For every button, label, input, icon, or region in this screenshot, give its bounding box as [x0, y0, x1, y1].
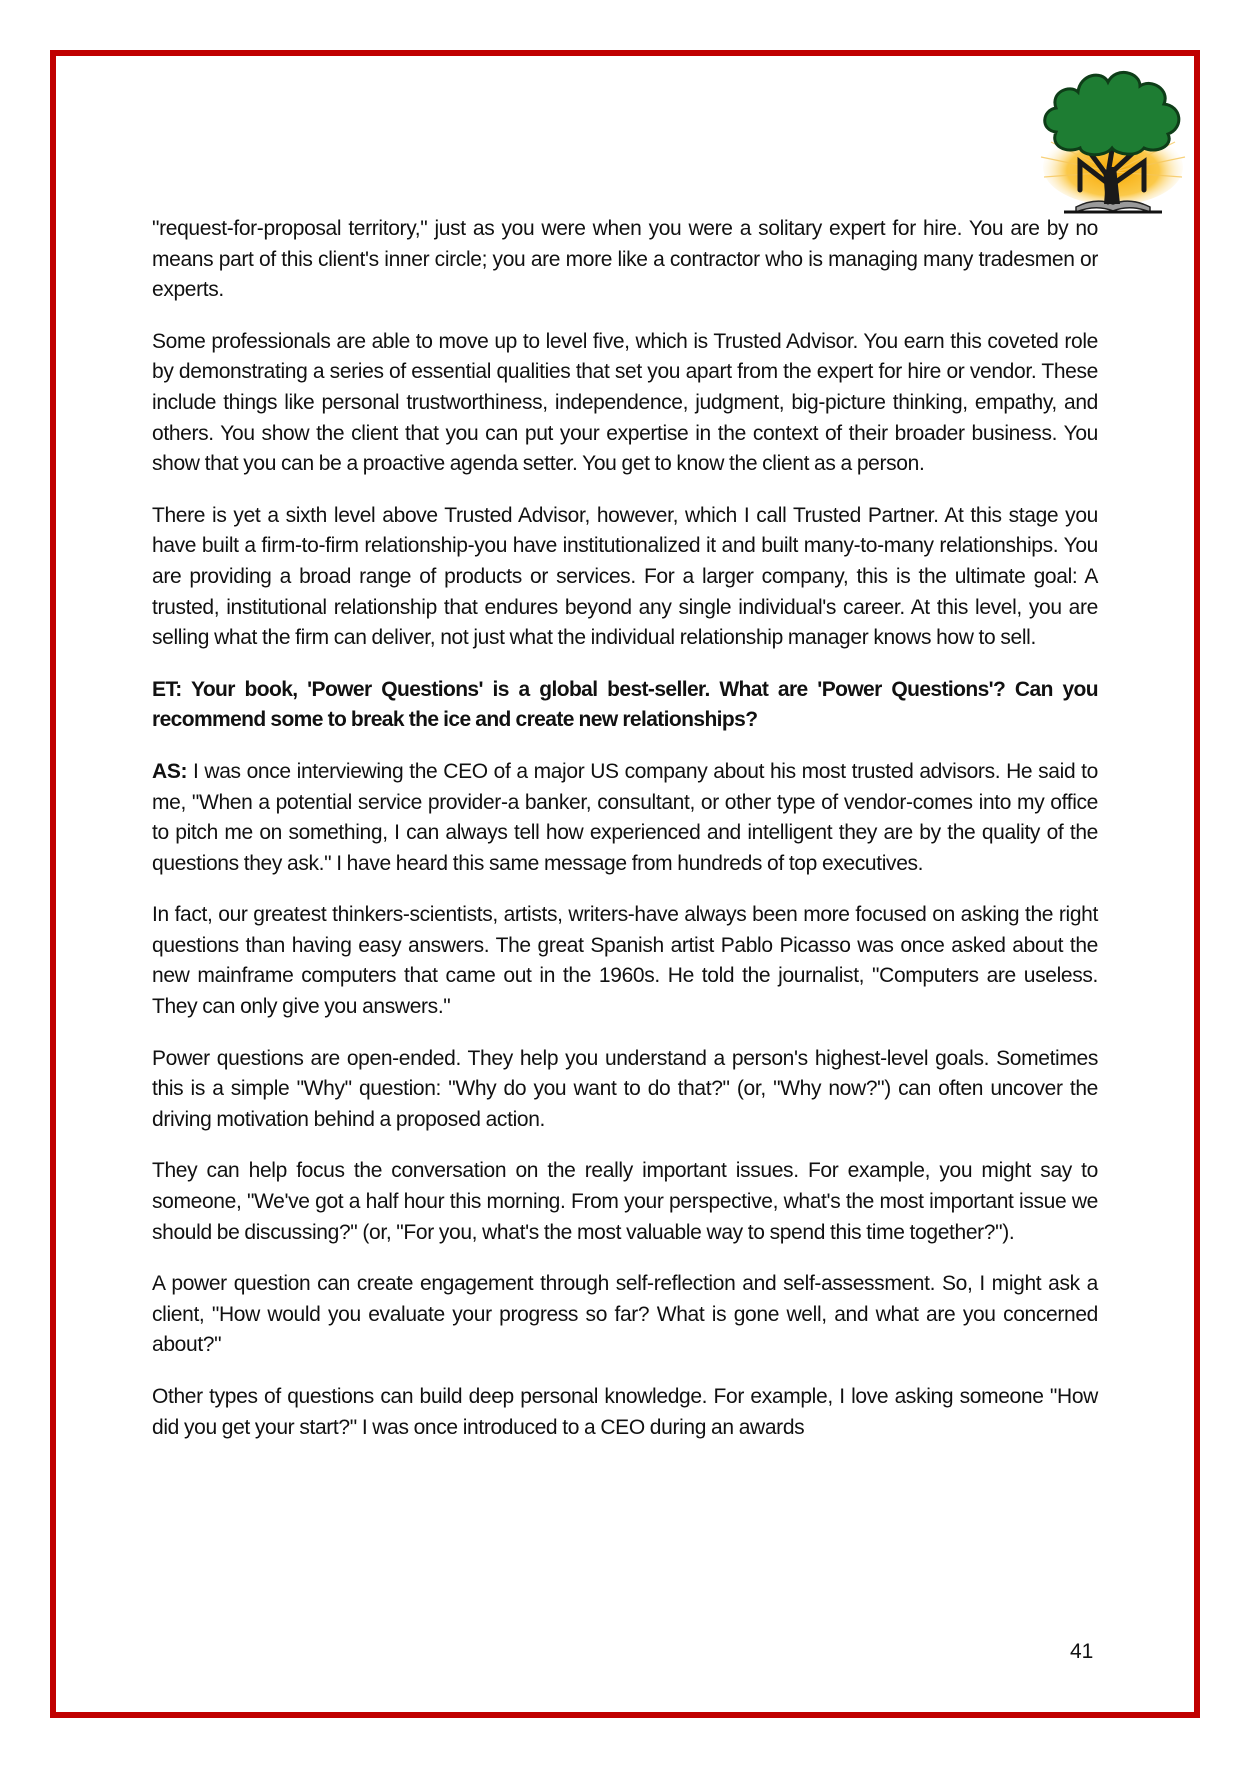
paragraph: "request-for-proposal territory," just as you were when you were a solitary expert for hire. You are by no means part of this client's inner circle; you are more like a contractor who is managing many tradesmen or experts.	[152, 217, 1098, 302]
interview-question: ET: Your book, 'Power Questions' is a global best-seller. What are 'Power Questions'? Can you recommend some to break the ice and create new relationships?	[152, 677, 1098, 732]
paragraph: Power questions are open-ended. They help you understand a person's highest-level goals. Sometimes this is a simple "Why" question: "Why do you want to do that?" (or, "Why now?") can often uncover the driving motivation behind a proposed action.	[152, 1046, 1098, 1131]
paragraph: Some professionals are able to move up to level five, which is Trusted Advisor. You earn this coveted role by demonstrating a series of essential qualities that set you apart from the expert for hire or vendor. These include things like personal trustworthiness, independence, judgment, big-picture thinking, empathy, and others. You show the client that you can put your expertise in the context of their broader business. You show that you can be a proactive agenda setter. You get to know the client as a person.	[152, 329, 1098, 476]
paragraph: Other types of questions can build deep personal knowledge. For example, I love asking someone "How did you get your start?" I was once introduced to a CEO during an awards	[152, 1385, 1098, 1439]
page-number: 41	[1070, 1640, 1094, 1663]
document-body	[152, 214, 1098, 1464]
interview-answer	[152, 757, 1098, 879]
paragraph: There is yet a sixth level above Trusted Advisor, however, which I call Trusted Partner. At this stage you have built a firm-to-firm relationship-you have institutionalized it and built many-to-many relationships. You are providing a broad range of products or services. For a larger company, this is the ultimate goal: A trusted, institutional relationship that endures beyond any single individual's career. At this level, you are selling what the firm can deliver, not just what the individual relationship manager knows how to sell.	[152, 503, 1098, 650]
tree-book-logo-icon	[1036, 62, 1190, 214]
paragraph: In fact, our greatest thinkers-scientists, artists, writers-have always been more focused on asking the right questions than having easy answers. The great Spanish artist Pablo Picasso was once asked about the new mainframe computers that came out in the 1960s. He told the journalist, "Computers are useless. They can only give you answers."	[152, 903, 1098, 1019]
paragraph: They can help focus the conversation on the really important issues. For example, you might say to someone, "We've got a half hour this morning. From your perspective, what's the most important issue we should be discussing?" (or, "For you, what's the most valuable way to spend this time together?").	[152, 1159, 1098, 1244]
answer-text: I was once interviewing the CEO of a major US company about his most trusted advisors. He said to me, "When a potential service provider-a banker, consultant, or other type of vendor-comes into my office to pitch me on something, I can always tell how experienced and intelligent they are by the quality of the questions they ask." I have heard this same message from hundreds of top executives.	[152, 759, 1098, 875]
paragraph: A power question can create engagement through self-reflection and self-assessment. So, I might ask a client, "How would you evaluate your progress so far? What is gone well, and what are you concerned about?"	[152, 1272, 1098, 1357]
speaker-label: AS:	[152, 759, 188, 783]
